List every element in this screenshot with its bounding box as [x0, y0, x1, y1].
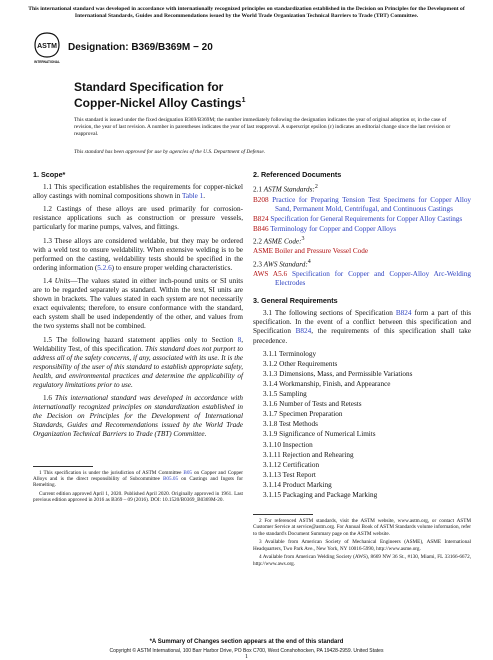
ref-aws-a5-6 — [253, 270, 471, 288]
footnote-4: 4 Available from American Welding Society (AWS), 8669 NW 36 St., #130, Miami, FL 33166-6672, http://www.aws.org. — [253, 554, 471, 567]
wto-notice: This international standard was developed in accordance with internationally recognized principles on standardization established in the Decision on Principles for the Development of International Standards, Guides and Recommendations issued by the World Trade Organization Technical Barriers to Trade (TBT) Committee. — [28, 6, 465, 19]
svg-text:ASTM: ASTM — [37, 43, 57, 50]
list-item: 3.1.7 Specimen Preparation — [263, 410, 343, 419]
list-item: 3.1.10 Inspection — [263, 440, 313, 449]
footnote-1: 1 This specification is under the jurisdiction of ASTM Committee B05 on Copper and Copper Alloys and is the direct responsibility of Subcommittee B05.05 on Castings and Ingots for Remelting. Current edition approved April 1, 2020. Published April 2020. Originally approved in 1961. Last previous edition approved in 2016 as B369 – 09 (2016). DOI: 10.1520/B0369_B0369M-20. — [33, 469, 243, 504]
copyright-line: Copyright © ASTM International, 100 Barr Harbor Drive, PO Box C700, West Conshohocken, PA 19428-2959. United States — [109, 648, 384, 654]
title-line-1: Standard Specification for — [74, 80, 224, 94]
list-item: 3.1.9 Significance of Numerical Limits — [263, 430, 376, 439]
ref-b846 — [253, 225, 471, 234]
right-column — [253, 170, 471, 569]
list-item: 3.1.1 Terminology — [263, 349, 317, 358]
summary-of-changes-note: *A Summary of Changes section appears at the end of this standard — [149, 639, 344, 645]
general-requirements-heading: 3. General Requirements — [253, 296, 338, 306]
section-2-2: 2.2 ASME Code:$^3$ — [253, 235, 305, 246]
page-number: 1 — [245, 654, 248, 660]
section-2-1: 2.1 ASTM Standards:$^2$ — [253, 184, 318, 194]
ref-title[interactable]: Practice for Preparing Tension Test Specimens for Copper Alloy Sand, Permanent Mold, Centrifugal, and Continuous Castings — [272, 195, 472, 213]
ref-asme-code[interactable]: ASME Boiler and Pressure Vessel Code — [253, 247, 369, 256]
list-item: 3.1.6 Number of Tests and Retests — [263, 400, 362, 409]
list-item: 3.1.14 Product Marking — [263, 480, 332, 489]
list-item: 3.1.12 Certification — [263, 460, 320, 469]
ref-b824 — [253, 215, 471, 224]
ref-title[interactable]: Specification for Copper and Copper-Alloy Arc-Welding Electrodes — [275, 270, 472, 288]
table-1-link[interactable]: Table 1 — [182, 192, 204, 201]
b05-05-link[interactable]: B05.05 — [162, 475, 179, 482]
section-5-2-6-link[interactable]: 5.2.6 — [97, 263, 112, 272]
b824-link[interactable]: B824 — [295, 327, 312, 336]
para-1-5: 1.5 The following hazard statement applies only to Section 8, Weldability Test, of this specification. This standard does not purport to address all of the safety concerns, if any, associated with its use. It is the responsibility of the user of this standard to establish appropriate safety, health, and environmental practices and determine the applicability of regulatory limitations prior to use. — [33, 335, 243, 389]
document-title — [74, 80, 246, 110]
footnote-rule — [253, 514, 313, 515]
ref-code[interactable]: B824 — [253, 214, 269, 223]
para-1-6: 1.6 This international standard was developed in accordance with internationally recognized principles on standardization established in the Decision on Principles for the Development of International Standards, Guides and Recommendations issued by the World Trade Organization Technical Barriers to Trade (TBT) Committee. — [33, 394, 243, 439]
para-1-2: 1.2 Castings of these alloys are used primarily for corrosion-resistance applications such as construction or pressure vessels, particularly for marine pumps, valves, and fittings. — [33, 205, 243, 232]
list-item: 3.1.13 Test Report — [263, 470, 316, 479]
ref-code[interactable]: B208 — [253, 195, 269, 204]
list-item: 3.1.4 Workmanship, Finish, and Appearance — [263, 379, 391, 388]
ref-code[interactable]: B846 — [253, 224, 269, 233]
ref-b208 — [253, 196, 471, 214]
list-item: 3.1.15 Packaging and Package Marking — [263, 490, 378, 499]
ref-code[interactable]: AWS A5.6 — [253, 270, 288, 279]
para-1-3: 1.3 These alloys are considered weldable, but they may be ordered with a weld test to ensure weldability. When extensive welding is to be performed on the casting, weldability tests should be specified in the ordering information (5.2.6) to ensure proper welding characteristics. — [33, 236, 243, 272]
designation: Designation: B369/B369M − 20 — [68, 42, 213, 53]
section-2-3: 2.3 AWS Standard:$^4$ — [253, 258, 311, 268]
para-1-4: 1.4 Units—The values stated in either inch-pound units or SI units are to be regarded separately as standard. Within the text, SI units are shown in brackets. The values stated in each system are not necessarily exact equivalents; therefore, to ensure conformance with the standard, each system shall be used independently of the other, and values from the two systems shall not be combined. — [33, 276, 244, 331]
ref-title[interactable]: Specification for General Requirements for Copper Alloy Castings — [270, 214, 463, 223]
footnote-rule — [33, 466, 93, 467]
dod-approval-note: This standard has been approved for use by agencies of the U.S. Department of Defense. — [74, 149, 266, 155]
scope-heading: 1. Scope* — [33, 170, 66, 179]
requirements-list — [253, 350, 471, 500]
footnote-3: 3 Available from American Society of Mechanical Engineers (ASME), ASME International Headquarters, Two Park Ave., New York, NY 10016-5990, http://www.asme.org. — [253, 539, 471, 552]
title-line-2: Copper-Nickel Alloy Castings$^1$ — [74, 96, 246, 110]
ref-title[interactable]: Terminology for Copper and Copper Alloys — [270, 224, 397, 233]
footnotes-right — [253, 518, 471, 567]
section-8-link[interactable]: 8 — [237, 335, 242, 344]
list-item: 3.1.2 Other Requirements — [263, 359, 338, 368]
list-item: 3.1.8 Test Methods — [263, 420, 318, 429]
b824-link[interactable]: B824 — [395, 309, 412, 318]
para-3-1: 3.1 The following sections of Specification B824 form a part of this specification. In the event of a conflict between this specification and Specification B824, the requirements of this specification shall take precedence. — [253, 309, 471, 345]
list-item: 3.1.3 Dimensions, Mass, and Permissible Variations — [263, 369, 413, 378]
issued-note: This standard is issued under the fixed designation B369/B369M; the number immediately following the designation indicates the year of original adoption or, in the case of revision, the year of last revision. A number in parentheses indicates the year of last reapproval. A superscript epsilon (ε) indicates an editorial change since the last revision or reapproval. — [74, 117, 451, 138]
para-1-1: 1.1 This specification establishes the requirements for copper-nickel alloy castings with nominal compositions shown in Table 1. — [33, 183, 243, 201]
b05-link[interactable]: B05 — [183, 469, 193, 476]
list-item: 3.1.5 Sampling — [263, 390, 307, 399]
list-item: 3.1.11 Rejection and Rehearing — [263, 450, 354, 459]
footnote-2: 2 For referenced ASTM standards, visit the ASTM website, www.astm.org, or contact ASTM Customer Service at service@astm.org. For Annual Book of ASTM Standards volume information, refer to the standard's Document Summary page on the ASTM website. — [253, 518, 471, 537]
astm-logo-icon — [34, 32, 60, 66]
referenced-documents-heading: 2. Referenced Documents — [253, 170, 342, 179]
svg-text:INTERNATIONAL: INTERNATIONAL — [34, 60, 60, 64]
left-column — [33, 170, 243, 506]
